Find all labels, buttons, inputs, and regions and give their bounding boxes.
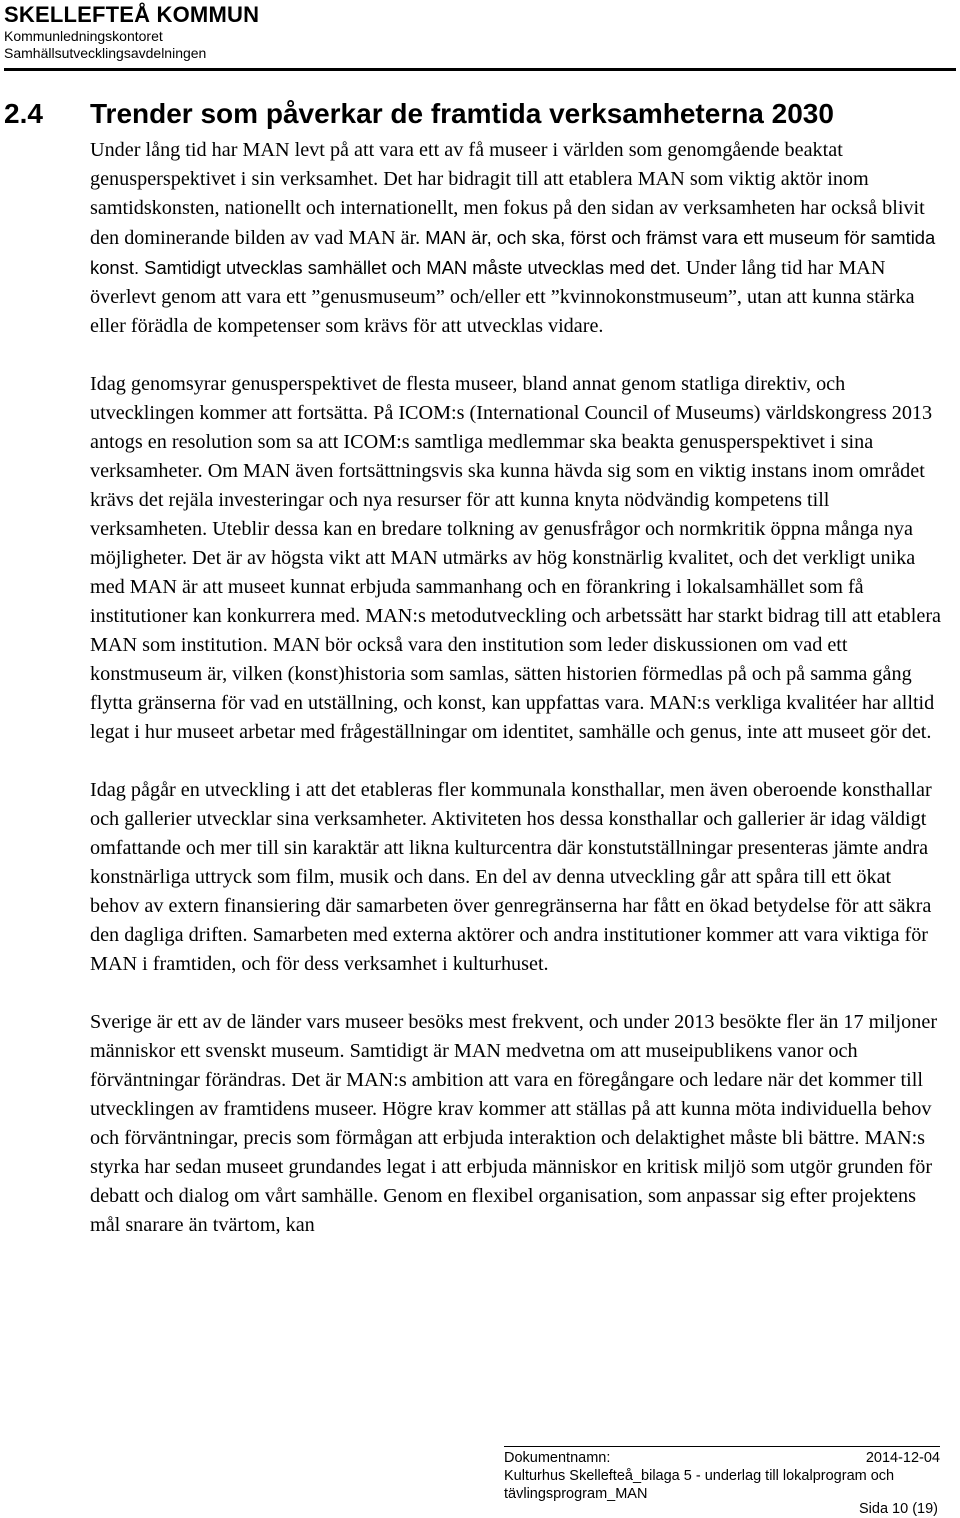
doc-name-line-2: tävlingsprogram_MAN bbox=[504, 1486, 648, 1502]
doc-name-label: Dokumentnamn: bbox=[504, 1450, 611, 1466]
org-name: SKELLEFTEÅ KOMMUN bbox=[4, 2, 260, 27]
paragraph-1-part-a: Under lång tid har MAN levt på att vara ett av få museer i världen som genomgående beaktat genusperspektivet i sin verksamhet. Det har bidragit till att etablera MAN som viktig aktör inom samtidskonsten, nationellt och internationellt, men fokus på den sidan av verksamheten har också blivit den dominerande bilden av vad MAN är. bbox=[90, 139, 925, 249]
paragraph-4: Sverige är ett av de länder vars museer besöks mest frekvent, och under 2013 besökte fler än 17 miljoner människor ett svenskt museum. Samtidigt är MAN medvetna om att museipublikens vanor och förväntningar förändras. Det är MAN:s ambition att vara en föregångare och ledare när det kommer till utvecklingen av framtidens museer. Högre krav kommer att ställas på att kunna möta individuella behov och förväntningar, precis som förmågan att erbjuda interaktion och delaktighet måste bli bättre. MAN:s styrka har sedan museet grundandes legat i att erbjuda människor en kritisk miljö som utgör grunden för debatt och dialog om vårt samhälle. Genom en flexibel organisation, som anpassar sig efter projektens mål snarare än tvärtom, kan bbox=[90, 1011, 938, 1236]
doc-name-line-1: Kulturhus Skellefteå_bilaga 5 - underlag till lokalprogram och bbox=[504, 1468, 895, 1484]
office-name: Kommunledningskontoret bbox=[4, 28, 163, 44]
paragraph-1 bbox=[90, 136, 942, 341]
section-number: 2.4 bbox=[4, 98, 43, 129]
body-text bbox=[90, 136, 942, 1269]
header-divider bbox=[4, 68, 956, 71]
document-footer bbox=[504, 1446, 940, 1503]
document-header bbox=[4, 2, 259, 62]
page-number: Sida 10 (19) bbox=[859, 1501, 938, 1517]
department-name: Samhällsutvecklingsavdelningen bbox=[4, 45, 207, 61]
section-title: Trender som påverkar de framtida verksamheterna 2030 bbox=[90, 98, 834, 129]
section-heading bbox=[4, 96, 954, 132]
paragraph-2: Idag genomsyrar genusperspektivet de flesta museer, bland annat genom statliga direktiv, och utvecklingen kommer att fortsätta. På ICOM:s (International Council of Museums) världskongress 2013 antogs en resolution som sa att ICOM:s samtliga medlemmar ska beakta genusperspektivet i sina verksamheter. Om MAN även fortsättningsvis ska kunna hävda sig som en viktig instans inom området krävs det rejäla investeringar och nya resurser för att kunna knyta nödvändig kompetens till verksamheten. Uteblir dessa kan en bredare tolkning av genusfrågor och normkritik öppna många nya möjligheter. Det är av högsta vikt att MAN utmärks av hög konstnärlig kvalitet, och det verkligt unika med MAN är att museet kunnat erbjuda sammanhang och en förankring i lokalsamhället som få institutioner kan konkurrera med. MAN:s metodutveckling och arbetssätt har starkt bidrag till att etablera MAN som institution. MAN bör också vara den institution som leder diskussionen om vad ett konstmuseum är, vilken (konst)historia som samlas, sätten historien förmedlas på och på samma gång flytta gränserna för vad en utställning, och konst, kan uppfattas vara. MAN:s verkliga kvalitéer har alltid legat i hur museet arbetar med frågeställningar om identitet, samhälle och genus, inte att museet gör det. bbox=[90, 373, 941, 743]
paragraph-1-part-c: Under lång tid har MAN överlevt genom att vara ett ”genusmuseum” och/eller ett ”kvinnokonstmuseum”, utan att kunna stärka eller förädla de kompetenser som krävs för att utvecklas vidare. bbox=[90, 257, 915, 337]
doc-date: 2014-12-04 bbox=[865, 1450, 940, 1466]
paragraph-1-part-b: MAN är, och ska, först och främst vara ett museum för samtida konst. Samtidigt utvecklas samhället och MAN måste utvecklas med det. bbox=[90, 227, 936, 278]
paragraph-3: Idag pågår en utveckling i att det etableras fler kommunala konsthallar, men även oberoende konsthallar och gallerier utvecklar sina verksamheter. Aktiviteten hos dessa konsthallar och gallerier är idag väldigt omfattande och mer till sin karaktär att likna kulturcentra där konstutställningar presenteras jämte andra konstnärliga uttryck som film, musik och dans. En del av denna utveckling går att spåra till ett ökat behov av extern finansiering där samarbeten över genregränserna har fått en ökad betydelse för att säkra den dagliga driften. Samarbeten med externa aktörer och andra institutioner kommer att vara viktiga för MAN i framtiden, och för dess verksamhet i kulturhuset. bbox=[90, 779, 932, 975]
